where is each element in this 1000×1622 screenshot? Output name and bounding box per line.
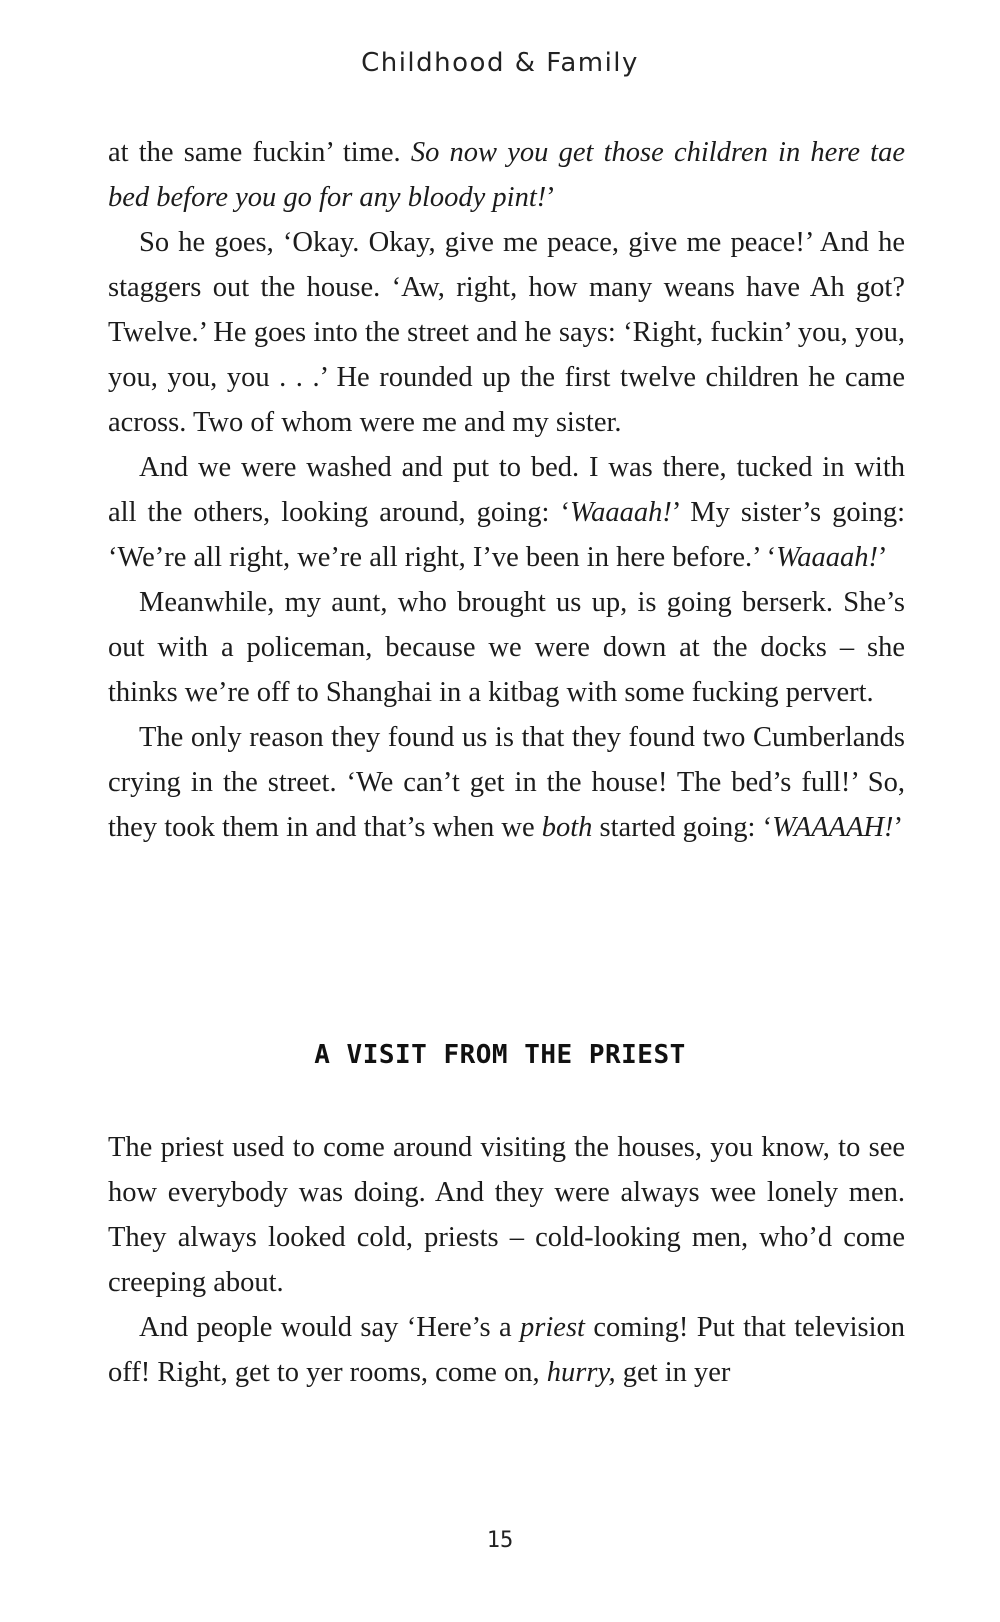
text-run: started going: ‘ — [592, 812, 773, 843]
paragraph — [108, 130, 905, 220]
paragraph — [108, 715, 905, 850]
text-run: ’ — [546, 182, 556, 213]
text-run: at the same fuckin’ time. — [108, 137, 411, 168]
italic-run: Waaaah! — [776, 542, 879, 573]
page-number: 15 — [486, 1528, 514, 1553]
text-run: ’ My sister’s going: ‘We’re all right, we’re all right, I’ve been in here before.’ ‘ — [108, 497, 905, 573]
paragraph — [108, 445, 905, 580]
italic-run: hurry, — [546, 1357, 616, 1388]
text-run: get in yer — [615, 1357, 731, 1388]
text-run: The priest used to come around visiting the houses, you know, to see how everybody was doing. And they were always wee lonely men. They always looked cold, priests – cold-looking men, who’d come creeping about. — [108, 1132, 905, 1298]
paragraph — [108, 220, 905, 445]
italic-run: Waaaah! — [569, 497, 672, 528]
text-run: And people would say ‘Here’s a — [139, 1312, 521, 1343]
text-run: ’ — [878, 542, 888, 573]
section-body — [108, 130, 905, 850]
text-run: coming! Put that television off! Right, get to yer rooms, come on, — [108, 1312, 906, 1388]
italic-run: both — [541, 812, 593, 843]
section-heading: A VISIT FROM THE PRIEST — [314, 1040, 686, 1070]
text-run: So he goes, ‘Okay. Okay, give me peace, give me peace!’ And he staggers out the house. ‘Aw, right, how many weans have Ah got? Twelve.’ He goes into the street and he says: ‘Right, fuckin’ you, you, you, you, you . . .’ He rounded up the first twelve children he came across. Two of whom were me and my sister. — [108, 227, 905, 438]
text-run: Meanwhile, my aunt, who brought us up, is going berserk. She’s out with a policeman, because we were down at the docks – she thinks we’re off to Shanghai in a kitbag with some fucking pervert. — [108, 587, 905, 708]
paragraph — [108, 1125, 905, 1305]
running-head: Childhood & Family — [361, 48, 639, 78]
paragraph — [108, 1305, 905, 1395]
section-body — [108, 1125, 905, 1395]
text-run: ’ — [893, 812, 904, 843]
italic-run: WAAAAH! — [772, 812, 894, 843]
text-run: The only reason they found us is that they found two Cumberlands crying in the street. ‘We can’t get in the house! The bed’s full!’ So, they took them in and that’s when we — [108, 722, 905, 843]
text-run: And we were washed and put to bed. I was there, tucked in with all the others, looking around, going: ‘ — [108, 452, 905, 528]
paragraph — [108, 580, 905, 715]
italic-run: So now you get those children in here tae bed before you go for any bloody pint! — [108, 137, 905, 213]
italic-run: priest — [520, 1312, 585, 1343]
